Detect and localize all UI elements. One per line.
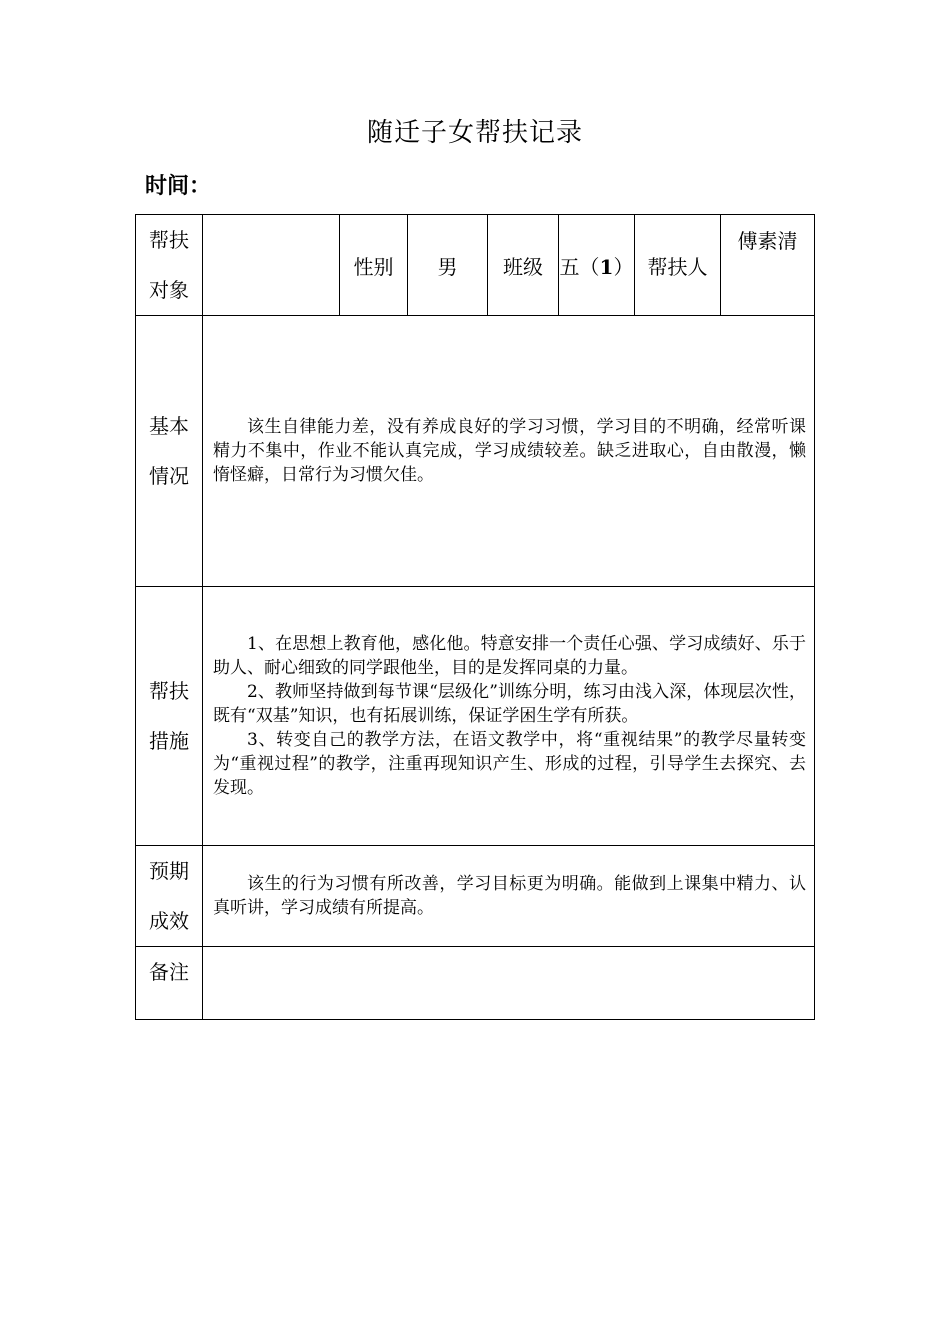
student-name-cell <box>203 215 340 316</box>
row-help-measures <box>136 587 815 846</box>
class-suffix: ） <box>613 254 634 279</box>
row-notes <box>136 947 815 1020</box>
row-basic-situation <box>136 316 815 587</box>
class-label: 班级 <box>488 215 559 316</box>
measure-item: 1、在思想上教育他，感化他。特意安排一个责任心强、学习成绩好、乐于助人、耐心细致的同学跟他坐，目的是发挥同桌的力量。 <box>213 634 806 678</box>
basic-situation-content <box>203 316 815 587</box>
label-line: 措施 <box>149 729 189 753</box>
label-line: 成效 <box>149 909 189 933</box>
label-line: 预期 <box>149 859 189 883</box>
help-record-table <box>135 214 815 1020</box>
row-expected-effect <box>136 846 815 947</box>
class-prefix: 五（ <box>559 254 600 279</box>
label-notes <box>136 947 203 1020</box>
class-number: 1 <box>599 254 614 279</box>
row-help-target <box>136 215 815 316</box>
label-expected-effect <box>136 846 203 947</box>
gender-value: 男 <box>408 215 488 316</box>
helper-label: 帮扶人 <box>635 215 721 316</box>
label-line: 备注 <box>149 960 189 984</box>
notes-content <box>203 947 815 1020</box>
helper-value: 傅素清 <box>721 215 815 316</box>
measure-item: 2、教师坚持做到每节课“层级化”训练分明，练习由浅入深，体现层次性，既有“双基”知识，也有拓展训练，保证学困生学有所获。 <box>213 682 806 726</box>
label-line: 对象 <box>149 278 189 302</box>
measure-item: 3、转变自己的教学方法，在语文教学中，将“重视结果”的教学尽量转变为“重视过程”的教学，注重再现知识产生、形成的过程，引导学生去探究、去发现。 <box>213 730 806 798</box>
label-help-measures <box>136 587 203 846</box>
label-line: 基本 <box>149 414 189 438</box>
class-value <box>559 215 635 316</box>
help-measures-content <box>203 587 815 846</box>
basic-situation-text: 该生自律能力差，没有养成良好的学习习惯，学习目的不明确，经常听课精力不集中，作业不能认真完成，学习成绩较差。缺乏进取心，自由散漫，懒惰怪癖，日常行为习惯欠佳。 <box>213 417 806 485</box>
label-line: 帮扶 <box>149 679 189 703</box>
expected-effect-text: 该生的行为习惯有所改善，学习目标更为明确。能做到上课集中精力、认真听讲，学习成绩有所提高。 <box>213 874 806 918</box>
gender-label: 性别 <box>340 215 408 316</box>
time-label: 时间： <box>145 174 212 199</box>
expected-effect-content <box>203 846 815 947</box>
label-line: 情况 <box>149 464 189 488</box>
page-title: 随迁子女帮扶记录 <box>366 118 583 148</box>
label-basic-situation <box>136 316 203 587</box>
label-line: 帮扶 <box>149 228 189 252</box>
label-help-target <box>136 215 203 316</box>
